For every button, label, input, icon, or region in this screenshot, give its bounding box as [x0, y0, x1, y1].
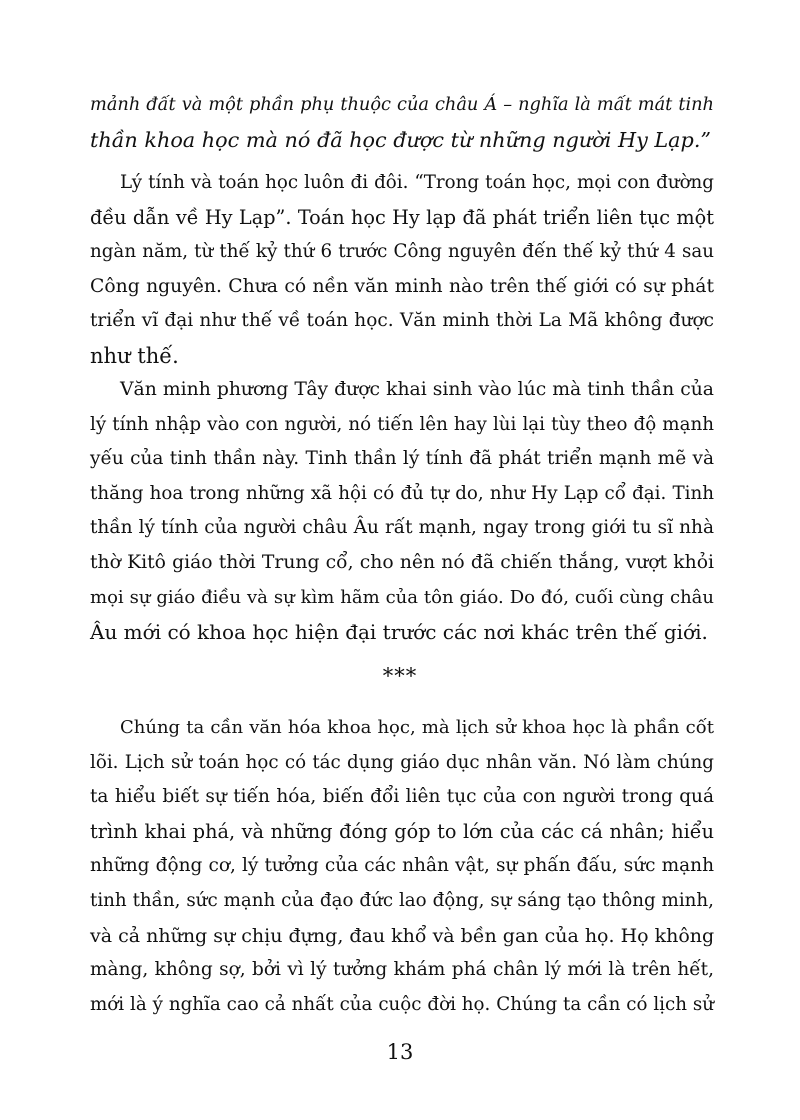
quote-line: thần khoa học mà nó đã học được từ những người Hy Lạp.” [90, 127, 712, 152]
paragraph-line: Công nguyên. Chưa có nền văn minh nào trên thế giới có sự phát [90, 275, 714, 297]
paragraph-line: thần lý tính của người châu Âu rất mạnh, ngay trong giới tu sĩ nhà [90, 517, 714, 539]
paragraph-science-culture [90, 711, 714, 1022]
quote-continuation [90, 88, 714, 157]
paragraph-line: thờ Kitô giáo thời Trung cổ, cho nên nó đã chiến thắng, vượt khỏi [90, 551, 714, 573]
paragraph-line: Lý tính và toán học luôn đi đôi. “Trong toán học, mọi con đường [120, 172, 714, 193]
paragraph-line: những động cơ, lý tưởng của các nhân vật, sự phấn đấu, sức mạnh [90, 855, 714, 877]
paragraph-line: mới là ý nghĩa cao cả nhất của cuộc đời họ. Chúng ta cần có lịch sử [90, 993, 714, 1015]
paragraph-line: lõi. Lịch sử toán học có tác dụng giáo dục nhân văn. Nó làm chúng [90, 751, 714, 773]
section-separator: *** [382, 664, 418, 688]
paragraph-line: Chúng ta cần văn hóa khoa học, mà lịch sử khoa học là phần cốt [120, 717, 714, 738]
paragraph-line: đều dẫn về Hy Lạp”. Toán học Hy lạp đã phát triển liên tục một [90, 205, 714, 229]
paragraph-line: ngàn năm, từ thế kỷ thứ 6 trước Công nguyên đến thế kỷ thứ 4 sau [90, 241, 714, 263]
paragraph-line: ta hiểu biết sự tiến hóa, biến đổi liên tục của con người trong quá [90, 786, 714, 808]
paragraph-line: màng, không sợ, bởi vì lý tưởng khám phá chân lý mới là trên hết, [90, 959, 714, 981]
paragraph-line: tinh thần, sức mạnh của đạo đức lao động, sự sáng tạo thông minh, [90, 889, 714, 911]
paragraph-western-civilization [90, 373, 714, 650]
paragraph-line: triển vĩ đại như thế về toán học. Văn minh thời La Mã không được [90, 310, 714, 332]
page-number: 13 [386, 1040, 414, 1064]
paragraph-line: Âu mới có khoa học hiện đại trước các nơi khác trên thế giới. [90, 620, 708, 645]
paragraph-line: như thế. [90, 343, 179, 368]
paragraph-reason-and-math [90, 166, 714, 374]
paragraph-line: trình khai phá, và những đóng góp to lớn của các cá nhân; hiểu [90, 819, 714, 843]
paragraph-line: thăng hoa trong những xã hội có đủ tự do, như Hy Lạp cổ đại. Tinh [90, 482, 714, 504]
paragraph-line: Văn minh phương Tây được khai sinh vào lúc mà tinh thần của [120, 379, 714, 400]
paragraph-line: lý tính nhập vào con người, nó tiến lên hay lùi lại tùy theo độ mạnh [90, 413, 714, 435]
paragraph-line: yếu của tinh thần này. Tinh thần lý tính đã phát triển mạnh mẽ và [90, 448, 714, 470]
paragraph-line: và cả những sự chịu đựng, đau khổ và bền gan của họ. Họ không [90, 924, 715, 947]
quote-line: mảnh đất và một phần phụ thuộc của châu Á – nghĩa là mất mát tinh [90, 95, 714, 115]
paragraph-line: mọi sự giáo điều và sự kìm hãm của tôn giáo. Do đó, cuối cùng châu [90, 586, 714, 608]
